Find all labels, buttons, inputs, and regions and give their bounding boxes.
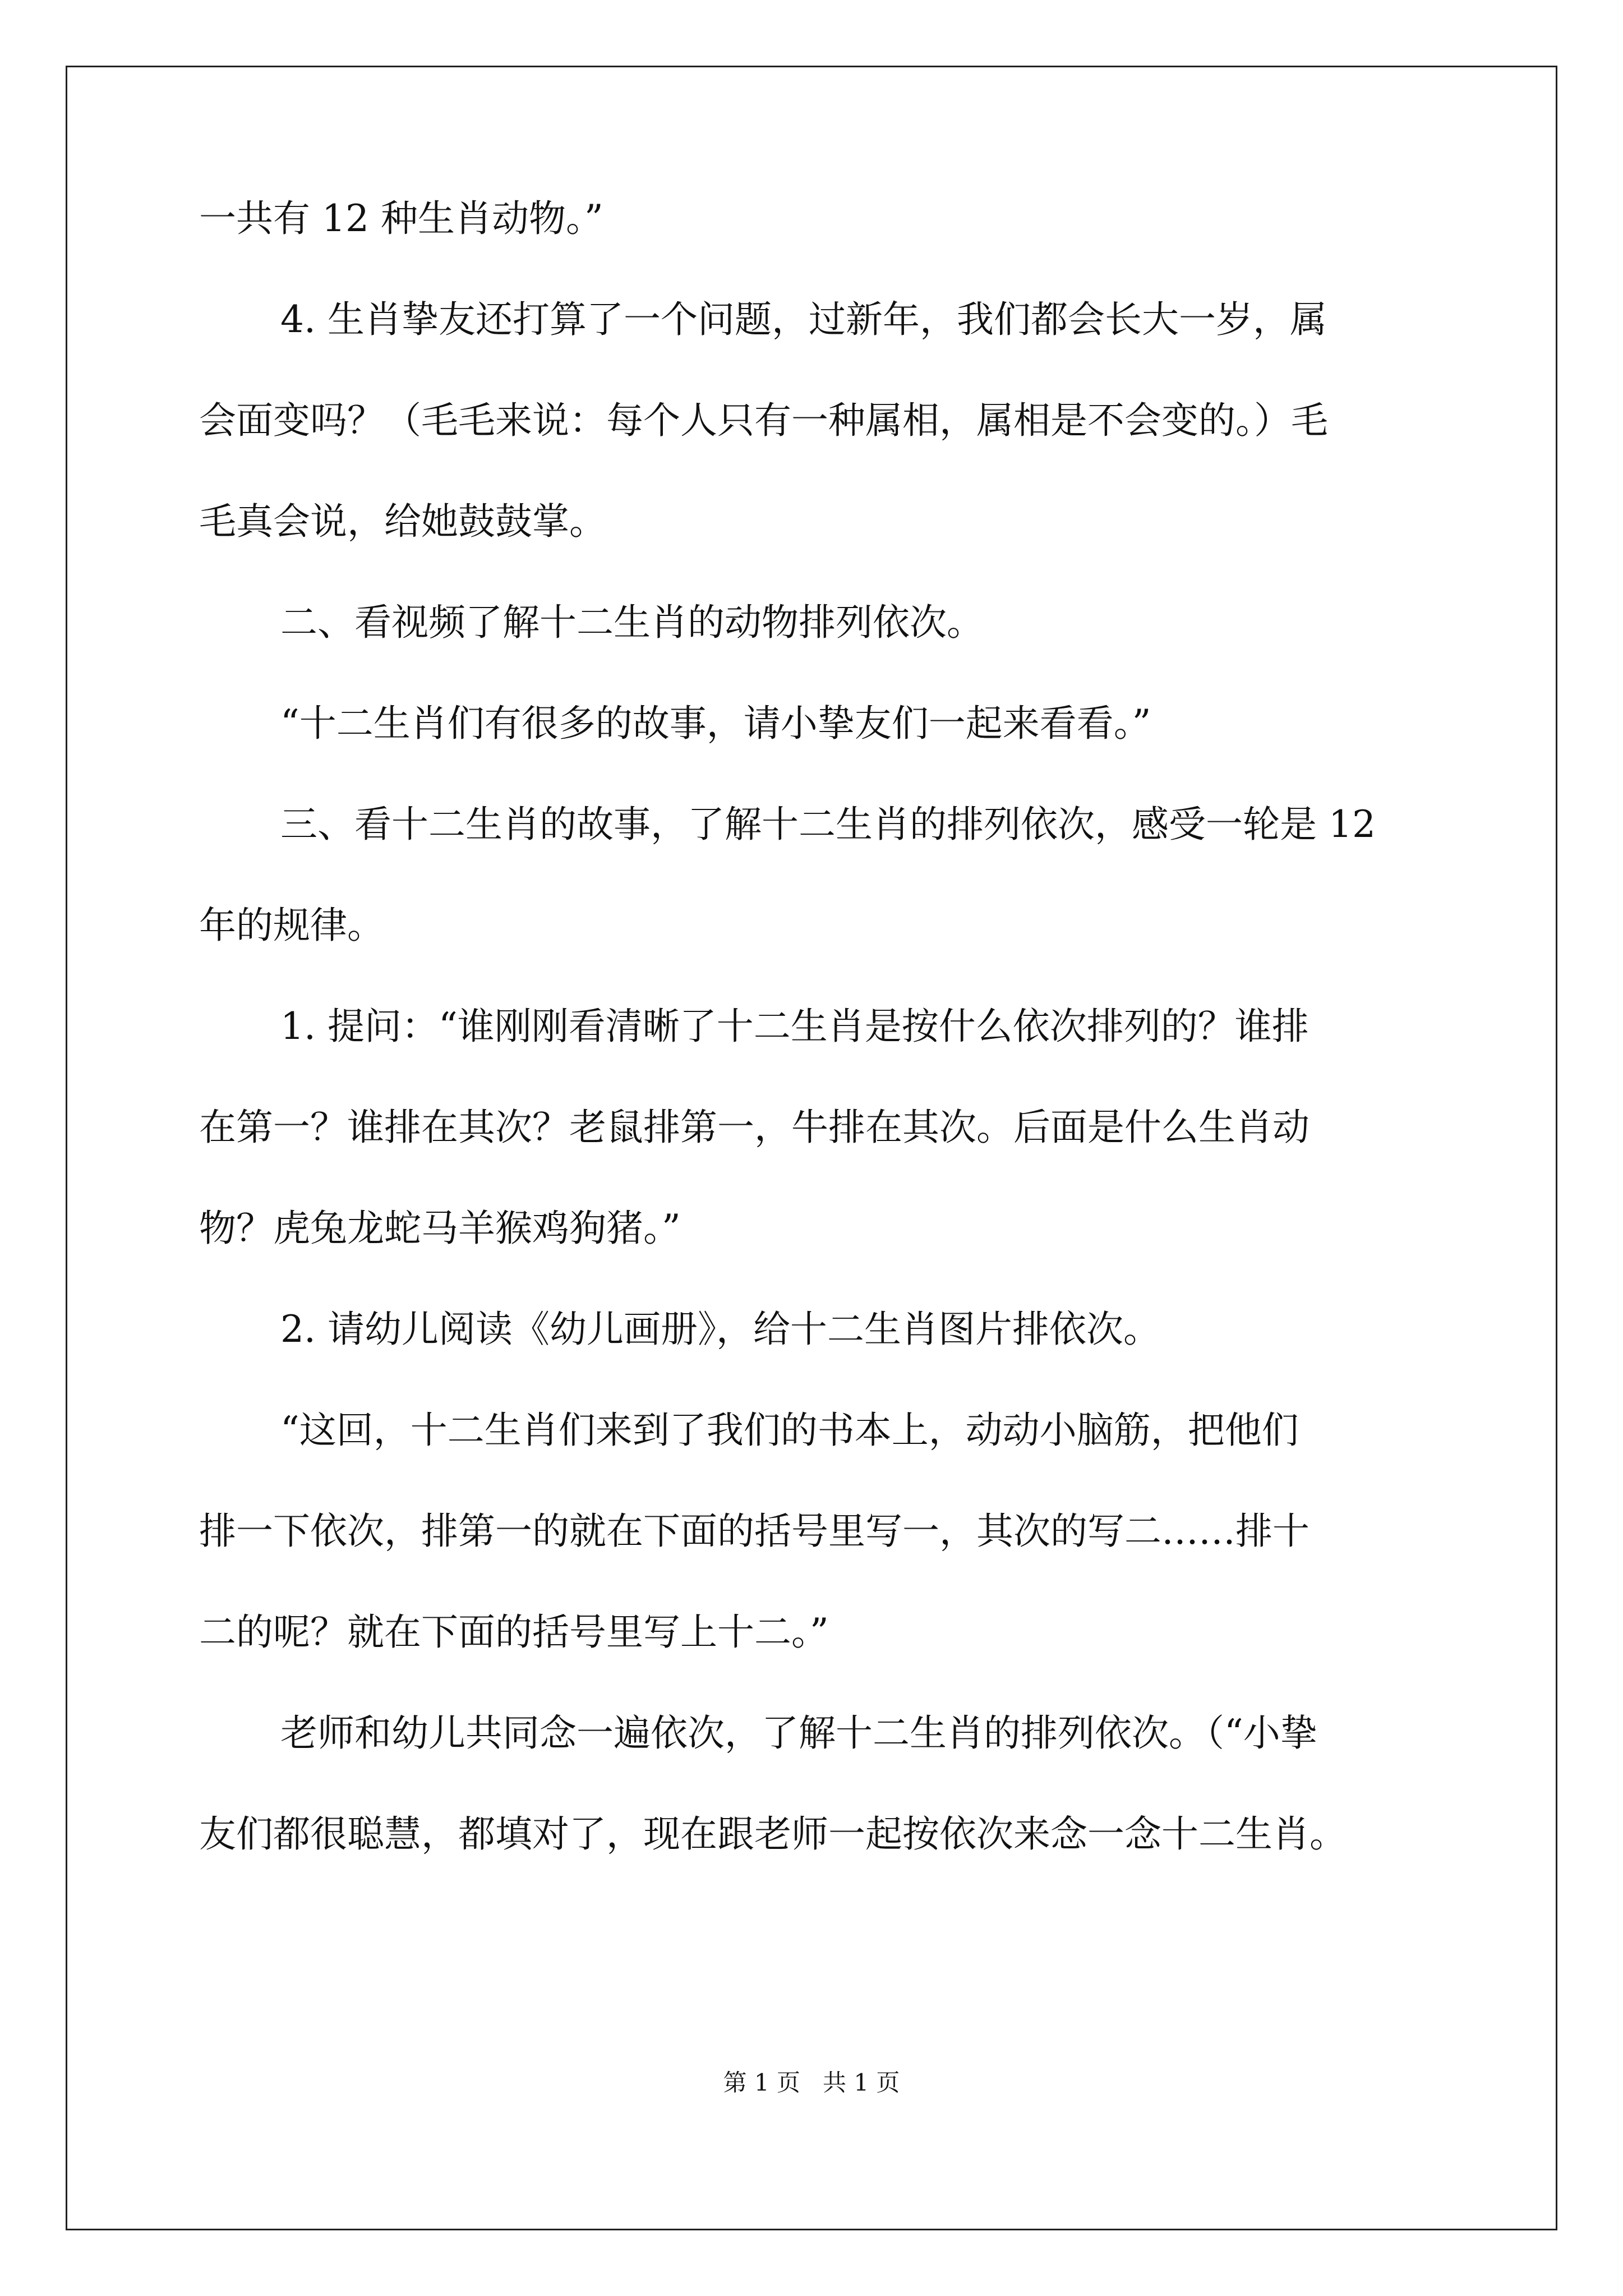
text-line-2: 4. 生肖挚友还打算了一个问题，过新年，我们都会长大一岁，属 xyxy=(280,298,1327,341)
text-line-7: 三、看十二生肖的故事，了解十二生肖的排列依次，感受一轮是 12 xyxy=(280,803,1376,846)
text-line-17: 友们都很聪慧，都填对了，现在跟老师一起按依次来念一念十二生肖。 xyxy=(199,1812,1347,1856)
text-line-14: 排一下依次，排第一的就在下面的括号里写一，其次的写二……排十 xyxy=(199,1510,1310,1553)
text-line-11: 物？虎兔龙蛇马羊猴鸡狗猪。” xyxy=(199,1207,681,1250)
page-number: 第 1 页 xyxy=(723,2069,800,2096)
page-footer xyxy=(0,2064,1623,2098)
text-line-15: 二的呢？就在下面的括号里写上十二。” xyxy=(199,1611,829,1654)
text-line-9: 1. 提问：“谁刚刚看清晰了十二生肖是按什么依次排列的？谁排 xyxy=(280,1005,1309,1048)
text-line-16: 老师和幼儿共同念一遍依次，了解十二生肖的排列依次。（“小挚 xyxy=(280,1711,1317,1755)
text-line-1: 一共有 12 种生肖动物。” xyxy=(199,197,603,240)
text-line-12: 2. 请幼儿阅读《幼儿画册》，给十二生肖图片排依次。 xyxy=(280,1308,1160,1351)
text-line-13: “这回，十二生肖们来到了我们的书本上，动动小脑筋，把他们 xyxy=(280,1409,1299,1452)
text-line-3: 会面变吗？（毛毛来说：每个人只有一种属相，属相是不会变的。）毛 xyxy=(199,399,1328,442)
text-line-5: 二、看视频了解十二生肖的动物排列依次。 xyxy=(280,601,984,644)
text-line-6: “十二生肖们有很多的故事，请小挚友们一起来看看。” xyxy=(280,702,1151,745)
text-line-8: 年的规律。 xyxy=(199,904,384,947)
text-line-4: 毛真会说，给她鼓鼓掌。 xyxy=(199,500,606,543)
document-body xyxy=(199,168,1433,1885)
text-line-10: 在第一？谁排在其次？老鼠排第一，牛排在其次。后面是什么生肖动 xyxy=(199,1106,1310,1149)
page-total: 共 1 页 xyxy=(823,2069,900,2096)
